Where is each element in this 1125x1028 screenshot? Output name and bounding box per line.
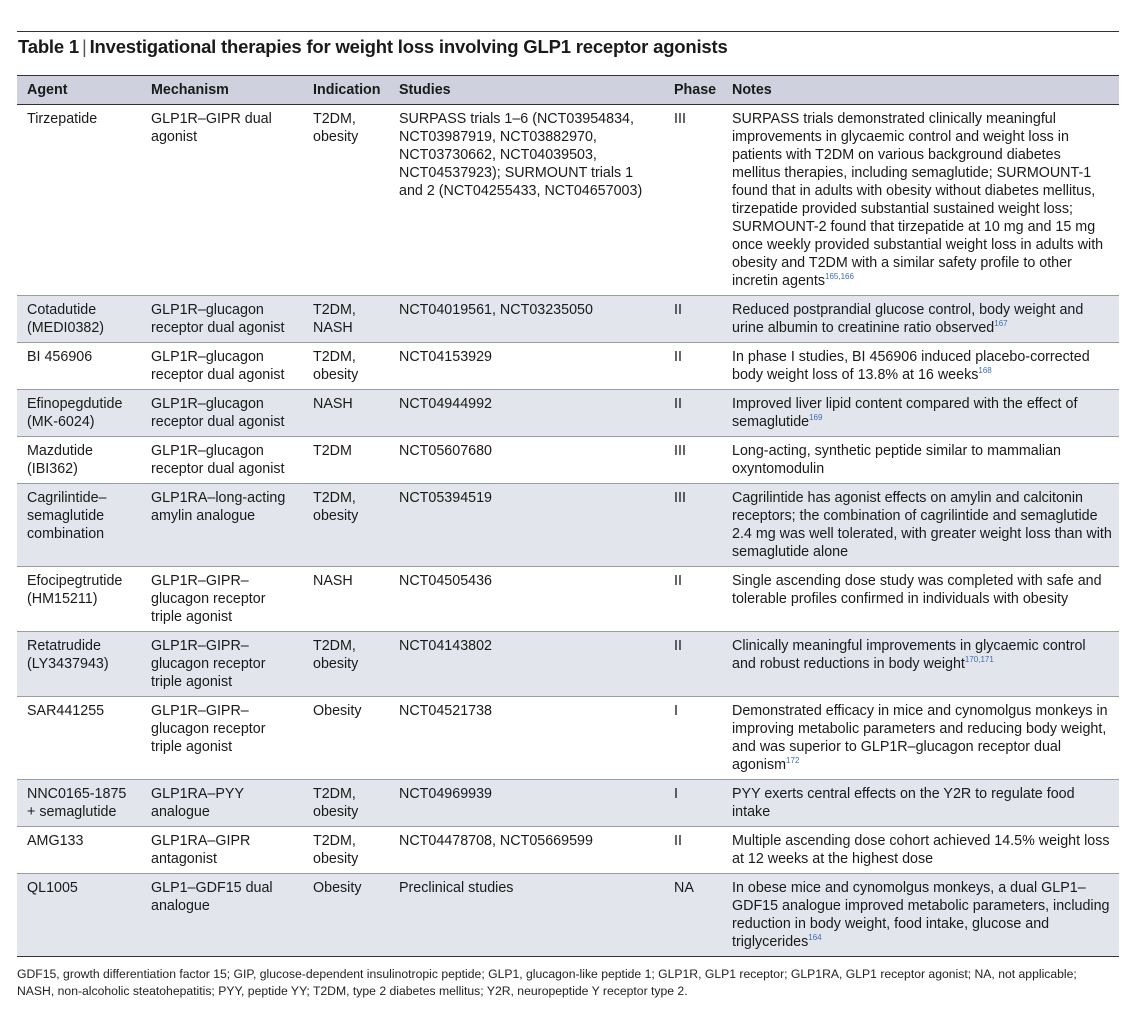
cell-mechanism: GLP1R–GIPR dual agonist (141, 105, 303, 296)
cell-indication: T2DM (303, 437, 389, 484)
cell-notes (722, 296, 1119, 343)
therapies-table (17, 75, 1119, 957)
cell-phase: I (664, 780, 722, 827)
table-row (17, 296, 1119, 343)
cell-mechanism: GLP1R–GIPR–glucagon receptor triple agonist (141, 567, 303, 632)
cell-phase: II (664, 296, 722, 343)
cell-notes: PYY exerts central effects on the Y2R to regulate food intake (722, 780, 1119, 827)
reference-link[interactable]: 165,166 (825, 272, 854, 282)
cell-studies: NCT04143802 (389, 632, 664, 697)
cell-notes (722, 105, 1119, 296)
table-row (17, 780, 1119, 827)
header-notes: Notes (722, 76, 1119, 105)
cell-notes: Cagrilintide has agonist effects on amylin and calcitonin receptors; the combination of cagrilintide and semaglutide 2.4 mg was well tolerated, with greater weight loss than with semaglutide alone (722, 484, 1119, 567)
title-separator: | (81, 36, 87, 57)
table-row (17, 105, 1119, 296)
cell-studies: NCT05394519 (389, 484, 664, 567)
cell-studies: NCT04478708, NCT05669599 (389, 827, 664, 874)
cell-studies: NCT04019561, NCT03235050 (389, 296, 664, 343)
table-row (17, 437, 1119, 484)
cell-studies: NCT04153929 (389, 343, 664, 390)
cell-indication: NASH (303, 567, 389, 632)
notes-text: Demonstrated efficacy in mice and cynomolgus monkeys in improving metabolic parameters and reducing body weight, and was superior to GLP1R–glucagon receptor dual agonism (732, 703, 1108, 773)
cell-mechanism: GLP1RA–GIPR antagonist (141, 827, 303, 874)
table-label: Table 1 (18, 36, 79, 57)
cell-phase: II (664, 567, 722, 632)
cell-studies: NCT04505436 (389, 567, 664, 632)
notes-text: Clinically meaningful improvements in glycaemic control and robust reductions in body weight (732, 638, 1086, 672)
cell-studies: NCT04969939 (389, 780, 664, 827)
cell-indication: T2DM, obesity (303, 780, 389, 827)
notes-text: Improved liver lipid content compared with the effect of semaglutide (732, 396, 1078, 430)
cell-mechanism: GLP1R–glucagon receptor dual agonist (141, 390, 303, 437)
cell-mechanism: GLP1RA–long-acting amylin analogue (141, 484, 303, 567)
cell-agent: Retatrudide (LY3437943) (17, 632, 141, 697)
cell-indication: Obesity (303, 874, 389, 957)
cell-agent: AMG133 (17, 827, 141, 874)
top-rule (17, 31, 1119, 32)
reference-link[interactable]: 172 (786, 756, 800, 766)
cell-phase: II (664, 390, 722, 437)
cell-indication: T2DM, obesity (303, 343, 389, 390)
header-studies: Studies (389, 76, 664, 105)
table-row (17, 343, 1119, 390)
cell-notes: Single ascending dose study was completed with safe and tolerable profiles confirmed in individuals with obesity (722, 567, 1119, 632)
cell-indication: T2DM, obesity (303, 632, 389, 697)
table-row (17, 390, 1119, 437)
cell-mechanism: GLP1R–glucagon receptor dual agonist (141, 437, 303, 484)
header-phase: Phase (664, 76, 722, 105)
table-row (17, 567, 1119, 632)
cell-agent: QL1005 (17, 874, 141, 957)
cell-agent: NNC0165-1875 + semaglutide (17, 780, 141, 827)
table-row (17, 484, 1119, 567)
cell-notes (722, 697, 1119, 780)
cell-mechanism: GLP1R–glucagon receptor dual agonist (141, 343, 303, 390)
cell-indication: NASH (303, 390, 389, 437)
cell-phase: III (664, 105, 722, 296)
cell-agent: Cagrilintide–semaglutide combination (17, 484, 141, 567)
header-mechanism: Mechanism (141, 76, 303, 105)
reference-link[interactable]: 167 (994, 319, 1008, 329)
table-footnote: GDF15, growth differentiation factor 15; GIP, glucose-dependent insulinotropic peptide; GLP1, glucagon-like peptide 1; GLP1R, GLP1 receptor; GLP1RA, GLP1 receptor agonist; NA, not applicable; NASH, non-alcoholic steatohepatitis; PYY, peptide YY; T2DM, type 2 diabetes mellitus; Y2R, neuropeptide Y receptor type 2. (17, 967, 1077, 998)
cell-studies: NCT04521738 (389, 697, 664, 780)
cell-notes (722, 343, 1119, 390)
cell-agent: BI 456906 (17, 343, 141, 390)
notes-text: Reduced postprandial glucose control, body weight and urine albumin to creatinine ratio observed (732, 302, 1084, 336)
cell-notes: Long-acting, synthetic peptide similar to mammalian oxyntomodulin (722, 437, 1119, 484)
notes-text: In obese mice and cynomolgus monkeys, a dual GLP1–GDF15 analogue improved metabolic parameters, including reduction in body weight, food intake, glucose and triglycerides (732, 880, 1110, 950)
cell-studies: Preclinical studies (389, 874, 664, 957)
cell-studies: SURPASS trials 1–6 (NCT03954834, NCT03987919, NCT03882970, NCT03730662, NCT04039503, NCT04537923); SURMOUNT trials 1 and 2 (NCT04255433, NCT04657003) (389, 105, 664, 296)
cell-indication: T2DM, obesity (303, 484, 389, 567)
header-agent: Agent (17, 76, 141, 105)
cell-agent: Tirzepatide (17, 105, 141, 296)
cell-notes (722, 874, 1119, 957)
cell-indication: T2DM, obesity (303, 827, 389, 874)
table-row (17, 827, 1119, 874)
cell-mechanism: GLP1R–glucagon receptor dual agonist (141, 296, 303, 343)
cell-phase: I (664, 697, 722, 780)
cell-notes (722, 632, 1119, 697)
cell-studies: NCT04944992 (389, 390, 664, 437)
cell-agent: Mazdutide (IBI362) (17, 437, 141, 484)
reference-link[interactable]: 170,171 (964, 655, 994, 665)
cell-agent: Efocipegtrutide (HM15211) (17, 567, 141, 632)
table-row (17, 697, 1119, 780)
header-row (17, 76, 1119, 105)
cell-mechanism: GLP1R–GIPR–glucagon receptor triple agonist (141, 632, 303, 697)
cell-notes (722, 390, 1119, 437)
reference-link[interactable]: 164 (808, 933, 822, 943)
cell-agent: Efinopegdutide (MK-6024) (17, 390, 141, 437)
header-indication: Indication (303, 76, 389, 105)
cell-agent: Cotadutide (MEDI0382) (17, 296, 141, 343)
cell-mechanism: GLP1–GDF15 dual analogue (141, 874, 303, 957)
cell-indication: T2DM, obesity (303, 105, 389, 296)
table-row (17, 632, 1119, 697)
table-title-text: Investigational therapies for weight loss involving GLP1 receptor agonists (89, 36, 728, 57)
cell-phase: II (664, 827, 722, 874)
cell-indication: Obesity (303, 697, 389, 780)
cell-agent: SAR441255 (17, 697, 141, 780)
cell-mechanism: GLP1R–GIPR–glucagon receptor triple agonist (141, 697, 303, 780)
notes-text: SURPASS trials demonstrated clinically meaningful improvements in glycaemic control and weight loss in patients with T2DM on various background diabetes mellitus therapies, including semaglutide; SURMOUNT-1 found that in adults with obesity without diabetes mellitus, tirzepatide provided substantial sustained weight loss; SURMOUNT-2 found that tirzepatide at 10 mg and 15 mg once weekly provided substantial weight loss in adults with obesity and T2DM with a similar safety profile to other incretin agents (732, 111, 1104, 289)
cell-indication: T2DM, NASH (303, 296, 389, 343)
cell-phase: II (664, 632, 722, 697)
cell-phase: III (664, 437, 722, 484)
cell-notes: Multiple ascending dose cohort achieved 14.5% weight loss at 12 weeks at the highest dose (722, 827, 1119, 874)
notes-text: In phase I studies, BI 456906 induced placebo-corrected body weight loss of 13.8% at 16 weeks (732, 349, 1090, 383)
cell-phase: NA (664, 874, 722, 957)
cell-phase: II (664, 343, 722, 390)
cell-studies: NCT05607680 (389, 437, 664, 484)
cell-mechanism: GLP1RA–PYY analogue (141, 780, 303, 827)
cell-phase: III (664, 484, 722, 567)
table-row (17, 874, 1119, 957)
table-title (18, 36, 728, 58)
reference-link[interactable]: 168 (978, 366, 992, 376)
reference-link[interactable]: 169 (809, 413, 823, 423)
